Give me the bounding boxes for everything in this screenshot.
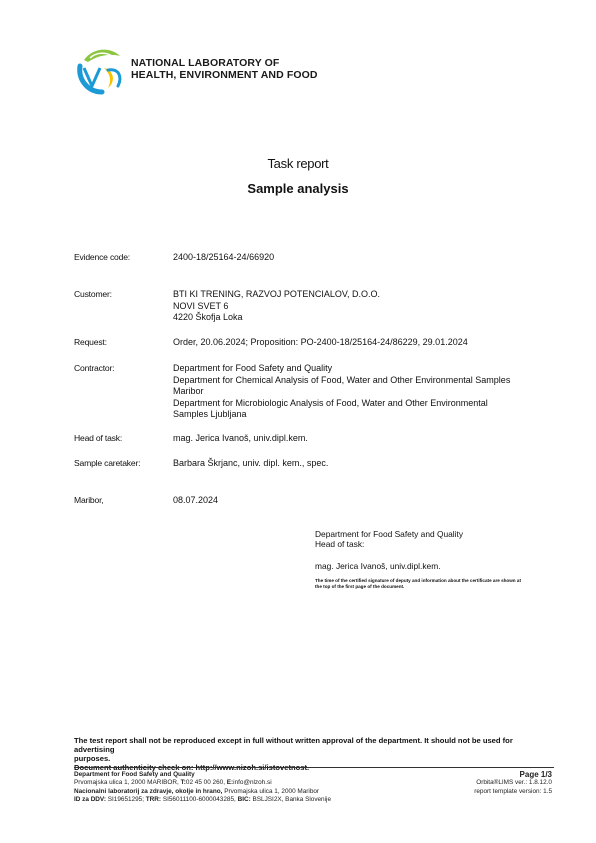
footer-dept: Department for Food Safety and Quality: [74, 771, 195, 778]
customer-block: [173, 289, 553, 324]
contractor-line: Department for Food Safety and Quality: [173, 363, 333, 373]
sample-caretaker-value: Barbara Škrjanc, univ. dipl. kem., spec.: [173, 458, 329, 468]
customer-street: NOVI SVET 6: [173, 300, 229, 311]
footer-trr: SI56011100-6000043285,: [162, 796, 238, 804]
footer-bic-label: BIC:: [237, 796, 253, 804]
signature-note: [315, 578, 555, 590]
head-of-task-label: Head of task:: [74, 433, 123, 443]
customer-city: 4220 Škofja Loka: [173, 312, 243, 322]
signature-note-line: The time of the certified signature of deputy and information about the certificate are shown at: [315, 578, 521, 583]
footer-email: info@nlzoh.si: [233, 779, 272, 787]
footer-vat-label: ID za DDV:: [74, 796, 108, 804]
nlzoh-logo-icon: [74, 46, 126, 96]
request-value: Order, 20.06.2024; Proposition: PO-2400-18/25164-24/86229, 29.01.2024: [173, 337, 468, 347]
template-version: report template version: 1.5: [474, 787, 552, 795]
customer-name: BTI KI TRENING, RAZVOJ POTENCIALOV, D.O.O.: [173, 289, 381, 299]
footer-address: Prvomajska ulica 1, 2000 MARIBOR,: [74, 779, 181, 787]
footer-institution: Nacionalni laboratorij za zdravje, okolje in hrano,: [74, 787, 225, 795]
org-line-2: HEALTH, ENVIRONMENT AND FOOD: [131, 69, 318, 81]
page-number: Page 1/3: [519, 770, 552, 779]
org-line-1: NATIONAL LABORATORY OF: [131, 57, 280, 69]
footer-phone-label: T:: [180, 779, 186, 787]
customer-label: Customer:: [74, 289, 112, 299]
evidence-code-value: 2400-18/25164-24/66920: [173, 252, 275, 262]
contractor-line: Maribor: [173, 386, 204, 396]
disclaimer-line: The test report shall not be reproduced except in full without written approval of the department. It should not be used for advertising: [74, 736, 513, 754]
contractor-line: Samples Ljubljana: [173, 409, 247, 419]
contractor-label: Contractor:: [74, 363, 115, 373]
footer-meta: [440, 771, 552, 796]
signature-note-line: the top of the first page of the document.: [315, 584, 405, 589]
footer-email-label: E:: [226, 779, 234, 787]
contractor-line: Department for Chemical Analysis of Food, Water and Other Environmental Samples: [173, 374, 511, 385]
organization-name: [131, 57, 318, 81]
footer-trr-label: TRR:: [145, 796, 163, 804]
date-value: 08.07.2024: [173, 495, 219, 505]
disclaimer-line: purposes.: [74, 754, 111, 763]
evidence-code-label: Evidence code:: [74, 252, 130, 262]
footer-bic: BSLJSI2X, Banka Slovenije: [252, 796, 332, 804]
footer-institution-address: Prvomajska ulica 1, 2000 Maribor: [224, 787, 320, 795]
place-label: Maribor,: [74, 495, 104, 505]
report-subtitle: Sample analysis: [247, 181, 349, 196]
authenticity-line: Document authenticity check on: http://www.nizoh.si/istovetnost.: [74, 763, 310, 772]
signature-role: Head of task:: [315, 539, 365, 549]
lims-version: Orbita®LIMS ver.: 1.8.12.0: [476, 779, 552, 787]
footer-divider: [74, 767, 554, 768]
report-title: Task report: [267, 156, 329, 171]
sample-caretaker-label: Sample caretaker:: [74, 458, 141, 468]
footer-info: [74, 771, 434, 805]
request-label: Request:: [74, 337, 107, 347]
contractor-line: Department for Microbiologic Analysis of Food, Water and Other Environmental: [173, 397, 488, 408]
head-of-task-value: mag. Jerica Ivanoš, univ.dipl.kem.: [173, 433, 308, 443]
signature-name: mag. Jerica Ivanoš, univ.dipl.kem.: [315, 561, 441, 571]
footer-vat: SI19651295;: [107, 796, 146, 804]
footer-phone: 02 45 00 260,: [185, 779, 227, 787]
signature-dept: Department for Food Safety and Quality: [315, 529, 464, 539]
contractor-block: [173, 363, 553, 421]
